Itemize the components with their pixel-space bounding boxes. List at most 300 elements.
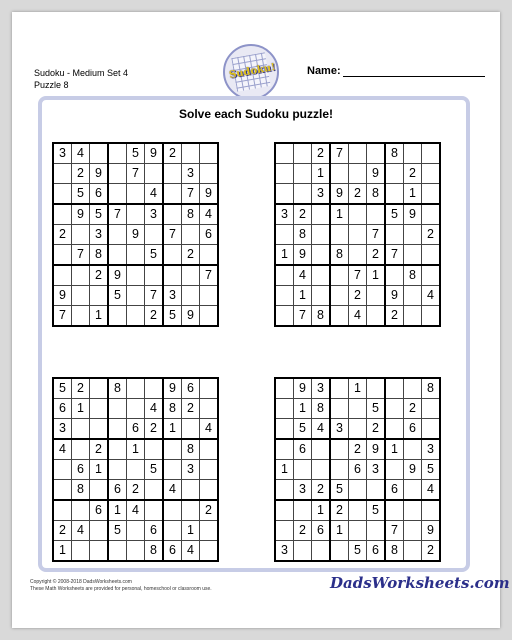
grid-cell[interactable] <box>275 378 294 399</box>
grid-cell[interactable] <box>312 460 331 480</box>
grid-cell[interactable] <box>404 480 422 501</box>
grid-cell[interactable] <box>200 164 219 184</box>
grid-cell[interactable] <box>385 164 404 184</box>
grid-cell[interactable] <box>53 460 72 480</box>
grid-cell[interactable] <box>422 143 441 164</box>
grid-cell[interactable]: 8 <box>404 265 422 286</box>
grid-cell[interactable] <box>349 399 367 419</box>
grid-cell[interactable]: 9 <box>385 286 404 306</box>
grid-cell[interactable] <box>163 184 182 205</box>
grid-cell[interactable] <box>294 164 312 184</box>
grid-cell[interactable]: 9 <box>404 204 422 225</box>
grid-cell[interactable]: 2 <box>127 480 145 501</box>
grid-cell[interactable] <box>330 306 349 327</box>
grid-cell[interactable]: 5 <box>330 480 349 501</box>
grid-cell[interactable]: 5 <box>294 419 312 440</box>
grid-cell[interactable]: 5 <box>349 541 367 562</box>
grid-cell[interactable]: 9 <box>163 378 182 399</box>
grid-cell[interactable]: 3 <box>275 541 294 562</box>
grid-cell[interactable] <box>404 286 422 306</box>
grid-cell[interactable]: 5 <box>385 204 404 225</box>
grid-cell[interactable] <box>422 184 441 205</box>
grid-cell[interactable] <box>275 286 294 306</box>
grid-cell[interactable]: 1 <box>53 541 72 562</box>
grid-cell[interactable] <box>90 541 109 562</box>
grid-cell[interactable]: 5 <box>108 521 127 541</box>
grid-cell[interactable]: 5 <box>145 460 164 480</box>
grid-cell[interactable] <box>53 500 72 521</box>
grid-cell[interactable] <box>163 204 182 225</box>
name-line[interactable] <box>343 66 485 77</box>
grid-cell[interactable]: 2 <box>294 204 312 225</box>
grid-cell[interactable] <box>275 399 294 419</box>
grid-cell[interactable]: 1 <box>90 306 109 327</box>
grid-cell[interactable]: 7 <box>163 225 182 245</box>
grid-cell[interactable] <box>330 164 349 184</box>
grid-cell[interactable] <box>385 265 404 286</box>
grid-cell[interactable]: 1 <box>312 164 331 184</box>
grid-cell[interactable]: 3 <box>367 460 386 480</box>
grid-cell[interactable] <box>53 480 72 501</box>
grid-cell[interactable]: 9 <box>145 143 164 164</box>
grid-cell[interactable]: 4 <box>53 439 72 460</box>
grid-cell[interactable] <box>275 143 294 164</box>
grid-cell[interactable] <box>108 245 127 266</box>
grid-cell[interactable] <box>422 245 441 266</box>
grid-cell[interactable]: 9 <box>182 306 200 327</box>
grid-cell[interactable] <box>200 143 219 164</box>
grid-cell[interactable] <box>312 541 331 562</box>
grid-cell[interactable] <box>275 500 294 521</box>
grid-cell[interactable]: 9 <box>367 164 386 184</box>
grid-cell[interactable] <box>404 225 422 245</box>
grid-cell[interactable]: 6 <box>367 541 386 562</box>
grid-cell[interactable]: 3 <box>312 378 331 399</box>
grid-cell[interactable] <box>349 500 367 521</box>
grid-cell[interactable] <box>404 500 422 521</box>
grid-cell[interactable]: 4 <box>294 265 312 286</box>
grid-cell[interactable]: 1 <box>330 204 349 225</box>
grid-cell[interactable] <box>53 184 72 205</box>
grid-cell[interactable] <box>145 500 164 521</box>
grid-cell[interactable] <box>349 480 367 501</box>
grid-cell[interactable]: 4 <box>312 419 331 440</box>
grid-cell[interactable] <box>422 164 441 184</box>
grid-cell[interactable]: 2 <box>145 306 164 327</box>
grid-cell[interactable]: 1 <box>312 500 331 521</box>
grid-cell[interactable]: 2 <box>53 225 72 245</box>
grid-cell[interactable]: 3 <box>312 184 331 205</box>
grid-cell[interactable] <box>422 306 441 327</box>
grid-cell[interactable]: 5 <box>127 143 145 164</box>
grid-cell[interactable]: 7 <box>72 245 90 266</box>
grid-cell[interactable] <box>404 378 422 399</box>
grid-cell[interactable] <box>72 541 90 562</box>
grid-cell[interactable]: 5 <box>163 306 182 327</box>
grid-cell[interactable]: 3 <box>53 419 72 440</box>
grid-cell[interactable] <box>385 460 404 480</box>
grid-cell[interactable] <box>200 245 219 266</box>
grid-cell[interactable]: 4 <box>200 204 219 225</box>
grid-cell[interactable] <box>294 460 312 480</box>
grid-cell[interactable]: 9 <box>53 286 72 306</box>
grid-cell[interactable] <box>349 521 367 541</box>
grid-cell[interactable]: 2 <box>145 419 164 440</box>
grid-cell[interactable] <box>163 460 182 480</box>
grid-cell[interactable] <box>367 306 386 327</box>
grid-cell[interactable]: 6 <box>108 480 127 501</box>
grid-cell[interactable] <box>108 143 127 164</box>
grid-cell[interactable] <box>108 164 127 184</box>
grid-cell[interactable]: 5 <box>72 184 90 205</box>
grid-cell[interactable] <box>72 500 90 521</box>
grid-cell[interactable] <box>72 265 90 286</box>
grid-cell[interactable]: 4 <box>72 143 90 164</box>
grid-cell[interactable]: 8 <box>108 378 127 399</box>
grid-cell[interactable]: 8 <box>72 480 90 501</box>
grid-cell[interactable]: 9 <box>294 378 312 399</box>
grid-cell[interactable] <box>275 225 294 245</box>
grid-cell[interactable] <box>385 184 404 205</box>
grid-cell[interactable]: 2 <box>385 306 404 327</box>
grid-cell[interactable] <box>72 225 90 245</box>
grid-cell[interactable] <box>294 184 312 205</box>
grid-cell[interactable] <box>349 245 367 266</box>
grid-cell[interactable]: 1 <box>349 378 367 399</box>
grid-cell[interactable] <box>404 143 422 164</box>
grid-cell[interactable] <box>312 265 331 286</box>
grid-cell[interactable] <box>367 378 386 399</box>
grid-cell[interactable] <box>182 225 200 245</box>
grid-cell[interactable]: 2 <box>367 419 386 440</box>
grid-cell[interactable]: 5 <box>53 378 72 399</box>
grid-cell[interactable] <box>108 184 127 205</box>
grid-cell[interactable] <box>200 480 219 501</box>
grid-cell[interactable] <box>72 286 90 306</box>
grid-cell[interactable] <box>182 143 200 164</box>
grid-cell[interactable] <box>349 419 367 440</box>
grid-cell[interactable] <box>330 225 349 245</box>
grid-cell[interactable]: 3 <box>145 204 164 225</box>
grid-cell[interactable] <box>127 399 145 419</box>
grid-cell[interactable] <box>294 143 312 164</box>
grid-cell[interactable] <box>275 184 294 205</box>
grid-cell[interactable] <box>108 306 127 327</box>
grid-cell[interactable] <box>108 399 127 419</box>
grid-cell[interactable] <box>90 399 109 419</box>
grid-cell[interactable] <box>200 521 219 541</box>
grid-cell[interactable]: 2 <box>404 399 422 419</box>
grid-cell[interactable] <box>275 265 294 286</box>
grid-cell[interactable] <box>163 245 182 266</box>
grid-cell[interactable]: 1 <box>163 419 182 440</box>
grid-cell[interactable]: 2 <box>53 521 72 541</box>
grid-cell[interactable]: 3 <box>275 204 294 225</box>
grid-cell[interactable] <box>182 480 200 501</box>
grid-cell[interactable]: 8 <box>182 204 200 225</box>
grid-cell[interactable] <box>330 439 349 460</box>
grid-cell[interactable] <box>385 378 404 399</box>
grid-cell[interactable] <box>145 225 164 245</box>
grid-cell[interactable] <box>90 521 109 541</box>
grid-cell[interactable] <box>367 286 386 306</box>
grid-cell[interactable]: 7 <box>367 225 386 245</box>
grid-cell[interactable] <box>385 500 404 521</box>
grid-cell[interactable]: 2 <box>90 265 109 286</box>
grid-cell[interactable]: 3 <box>294 480 312 501</box>
grid-cell[interactable] <box>182 265 200 286</box>
grid-cell[interactable] <box>163 500 182 521</box>
grid-cell[interactable]: 3 <box>90 225 109 245</box>
grid-cell[interactable] <box>330 265 349 286</box>
grid-cell[interactable] <box>90 378 109 399</box>
grid-cell[interactable]: 1 <box>275 460 294 480</box>
name-field[interactable] <box>307 65 485 77</box>
grid-cell[interactable] <box>404 439 422 460</box>
grid-cell[interactable]: 8 <box>163 399 182 419</box>
grid-cell[interactable]: 6 <box>182 378 200 399</box>
grid-cell[interactable]: 5 <box>145 245 164 266</box>
grid-cell[interactable]: 1 <box>72 399 90 419</box>
grid-cell[interactable]: 4 <box>145 184 164 205</box>
grid-cell[interactable]: 6 <box>163 541 182 562</box>
grid-cell[interactable]: 2 <box>182 399 200 419</box>
grid-cell[interactable]: 5 <box>422 460 441 480</box>
grid-cell[interactable]: 9 <box>127 225 145 245</box>
grid-cell[interactable]: 7 <box>127 164 145 184</box>
grid-cell[interactable]: 3 <box>182 164 200 184</box>
grid-cell[interactable] <box>312 204 331 225</box>
grid-cell[interactable]: 9 <box>330 184 349 205</box>
grid-cell[interactable]: 8 <box>90 245 109 266</box>
grid-cell[interactable] <box>90 419 109 440</box>
grid-cell[interactable] <box>182 286 200 306</box>
grid-cell[interactable] <box>127 541 145 562</box>
grid-cell[interactable] <box>349 204 367 225</box>
grid-cell[interactable] <box>294 541 312 562</box>
grid-cell[interactable]: 9 <box>200 184 219 205</box>
grid-cell[interactable] <box>163 164 182 184</box>
grid-cell[interactable] <box>330 460 349 480</box>
grid-cell[interactable]: 6 <box>90 500 109 521</box>
grid-cell[interactable] <box>422 500 441 521</box>
grid-cell[interactable]: 4 <box>349 306 367 327</box>
grid-cell[interactable] <box>330 399 349 419</box>
grid-cell[interactable] <box>422 204 441 225</box>
grid-cell[interactable] <box>200 378 219 399</box>
grid-cell[interactable]: 7 <box>385 245 404 266</box>
grid-cell[interactable]: 8 <box>367 184 386 205</box>
grid-cell[interactable]: 5 <box>367 500 386 521</box>
grid-cell[interactable]: 7 <box>294 306 312 327</box>
grid-cell[interactable]: 8 <box>422 378 441 399</box>
grid-cell[interactable]: 6 <box>404 419 422 440</box>
grid-cell[interactable] <box>349 164 367 184</box>
grid-cell[interactable] <box>127 184 145 205</box>
grid-cell[interactable] <box>53 204 72 225</box>
grid-cell[interactable]: 3 <box>182 460 200 480</box>
grid-cell[interactable] <box>145 378 164 399</box>
grid-cell[interactable] <box>72 419 90 440</box>
grid-cell[interactable] <box>312 286 331 306</box>
grid-cell[interactable] <box>275 480 294 501</box>
grid-cell[interactable]: 8 <box>385 541 404 562</box>
grid-cell[interactable]: 8 <box>182 439 200 460</box>
grid-cell[interactable] <box>312 439 331 460</box>
grid-cell[interactable]: 2 <box>404 164 422 184</box>
grid-cell[interactable]: 6 <box>294 439 312 460</box>
grid-cell[interactable] <box>312 225 331 245</box>
grid-cell[interactable]: 4 <box>422 286 441 306</box>
grid-cell[interactable] <box>145 164 164 184</box>
grid-cell[interactable]: 1 <box>330 521 349 541</box>
grid-cell[interactable] <box>90 143 109 164</box>
grid-cell[interactable]: 7 <box>145 286 164 306</box>
grid-cell[interactable] <box>200 541 219 562</box>
grid-cell[interactable] <box>53 265 72 286</box>
grid-cell[interactable] <box>330 378 349 399</box>
grid-cell[interactable]: 7 <box>349 265 367 286</box>
grid-cell[interactable]: 1 <box>108 500 127 521</box>
grid-cell[interactable] <box>330 541 349 562</box>
grid-cell[interactable]: 8 <box>145 541 164 562</box>
grid-cell[interactable] <box>72 439 90 460</box>
grid-cell[interactable]: 1 <box>90 460 109 480</box>
grid-cell[interactable]: 2 <box>312 143 331 164</box>
grid-cell[interactable] <box>163 521 182 541</box>
grid-cell[interactable] <box>275 164 294 184</box>
grid-cell[interactable]: 9 <box>404 460 422 480</box>
grid-cell[interactable]: 9 <box>422 521 441 541</box>
grid-cell[interactable] <box>108 541 127 562</box>
grid-cell[interactable]: 8 <box>312 306 331 327</box>
grid-cell[interactable]: 1 <box>127 439 145 460</box>
grid-cell[interactable] <box>53 164 72 184</box>
grid-cell[interactable]: 2 <box>422 225 441 245</box>
grid-cell[interactable] <box>367 143 386 164</box>
grid-cell[interactable] <box>127 265 145 286</box>
grid-cell[interactable]: 3 <box>422 439 441 460</box>
grid-cell[interactable]: 2 <box>312 480 331 501</box>
grid-cell[interactable]: 2 <box>330 500 349 521</box>
grid-cell[interactable] <box>53 245 72 266</box>
grid-cell[interactable] <box>367 521 386 541</box>
grid-cell[interactable] <box>163 265 182 286</box>
grid-cell[interactable] <box>404 245 422 266</box>
grid-cell[interactable] <box>349 225 367 245</box>
grid-cell[interactable]: 3 <box>163 286 182 306</box>
grid-cell[interactable]: 5 <box>90 204 109 225</box>
grid-cell[interactable]: 4 <box>200 419 219 440</box>
grid-cell[interactable] <box>349 143 367 164</box>
grid-cell[interactable] <box>108 460 127 480</box>
grid-cell[interactable] <box>275 439 294 460</box>
grid-cell[interactable]: 1 <box>294 399 312 419</box>
grid-cell[interactable] <box>127 204 145 225</box>
grid-cell[interactable]: 2 <box>90 439 109 460</box>
grid-cell[interactable]: 8 <box>330 245 349 266</box>
grid-cell[interactable]: 2 <box>182 245 200 266</box>
grid-cell[interactable]: 4 <box>182 541 200 562</box>
grid-cell[interactable]: 6 <box>385 480 404 501</box>
grid-cell[interactable]: 8 <box>385 143 404 164</box>
grid-cell[interactable] <box>404 521 422 541</box>
grid-cell[interactable]: 7 <box>330 143 349 164</box>
grid-cell[interactable] <box>404 541 422 562</box>
grid-cell[interactable]: 2 <box>163 143 182 164</box>
grid-cell[interactable]: 6 <box>145 521 164 541</box>
grid-cell[interactable]: 6 <box>72 460 90 480</box>
grid-cell[interactable]: 7 <box>385 521 404 541</box>
grid-cell[interactable] <box>182 419 200 440</box>
grid-cell[interactable] <box>72 306 90 327</box>
grid-cell[interactable]: 4 <box>127 500 145 521</box>
grid-cell[interactable] <box>127 460 145 480</box>
grid-cell[interactable] <box>145 439 164 460</box>
grid-cell[interactable]: 6 <box>53 399 72 419</box>
grid-cell[interactable] <box>422 265 441 286</box>
grid-cell[interactable]: 2 <box>349 439 367 460</box>
grid-cell[interactable] <box>145 480 164 501</box>
grid-cell[interactable]: 1 <box>367 265 386 286</box>
grid-cell[interactable] <box>275 419 294 440</box>
grid-cell[interactable]: 2 <box>72 164 90 184</box>
grid-cell[interactable]: 6 <box>90 184 109 205</box>
grid-cell[interactable] <box>312 245 331 266</box>
grid-cell[interactable] <box>127 521 145 541</box>
grid-cell[interactable]: 1 <box>275 245 294 266</box>
grid-cell[interactable] <box>182 500 200 521</box>
grid-cell[interactable] <box>90 286 109 306</box>
grid-cell[interactable]: 3 <box>53 143 72 164</box>
grid-cell[interactable] <box>108 225 127 245</box>
grid-cell[interactable] <box>200 399 219 419</box>
grid-cell[interactable]: 3 <box>330 419 349 440</box>
grid-cell[interactable] <box>108 439 127 460</box>
grid-cell[interactable]: 7 <box>108 204 127 225</box>
grid-cell[interactable] <box>422 419 441 440</box>
grid-cell[interactable]: 9 <box>367 439 386 460</box>
grid-cell[interactable] <box>294 500 312 521</box>
grid-cell[interactable]: 8 <box>312 399 331 419</box>
grid-cell[interactable]: 9 <box>72 204 90 225</box>
grid-cell[interactable] <box>200 439 219 460</box>
grid-cell[interactable]: 1 <box>385 439 404 460</box>
grid-cell[interactable]: 7 <box>53 306 72 327</box>
grid-cell[interactable] <box>127 378 145 399</box>
grid-cell[interactable]: 9 <box>294 245 312 266</box>
grid-cell[interactable] <box>385 399 404 419</box>
grid-cell[interactable]: 8 <box>294 225 312 245</box>
grid-cell[interactable]: 2 <box>349 286 367 306</box>
grid-cell[interactable] <box>385 225 404 245</box>
grid-cell[interactable] <box>367 480 386 501</box>
grid-cell[interactable]: 1 <box>294 286 312 306</box>
grid-cell[interactable]: 2 <box>367 245 386 266</box>
grid-cell[interactable] <box>163 439 182 460</box>
grid-cell[interactable]: 1 <box>182 521 200 541</box>
grid-cell[interactable] <box>127 245 145 266</box>
grid-cell[interactable]: 2 <box>294 521 312 541</box>
grid-cell[interactable]: 9 <box>90 164 109 184</box>
grid-cell[interactable] <box>200 286 219 306</box>
grid-cell[interactable] <box>385 419 404 440</box>
grid-cell[interactable] <box>200 460 219 480</box>
grid-cell[interactable]: 7 <box>182 184 200 205</box>
grid-cell[interactable]: 6 <box>200 225 219 245</box>
grid-cell[interactable]: 4 <box>72 521 90 541</box>
grid-cell[interactable] <box>90 480 109 501</box>
